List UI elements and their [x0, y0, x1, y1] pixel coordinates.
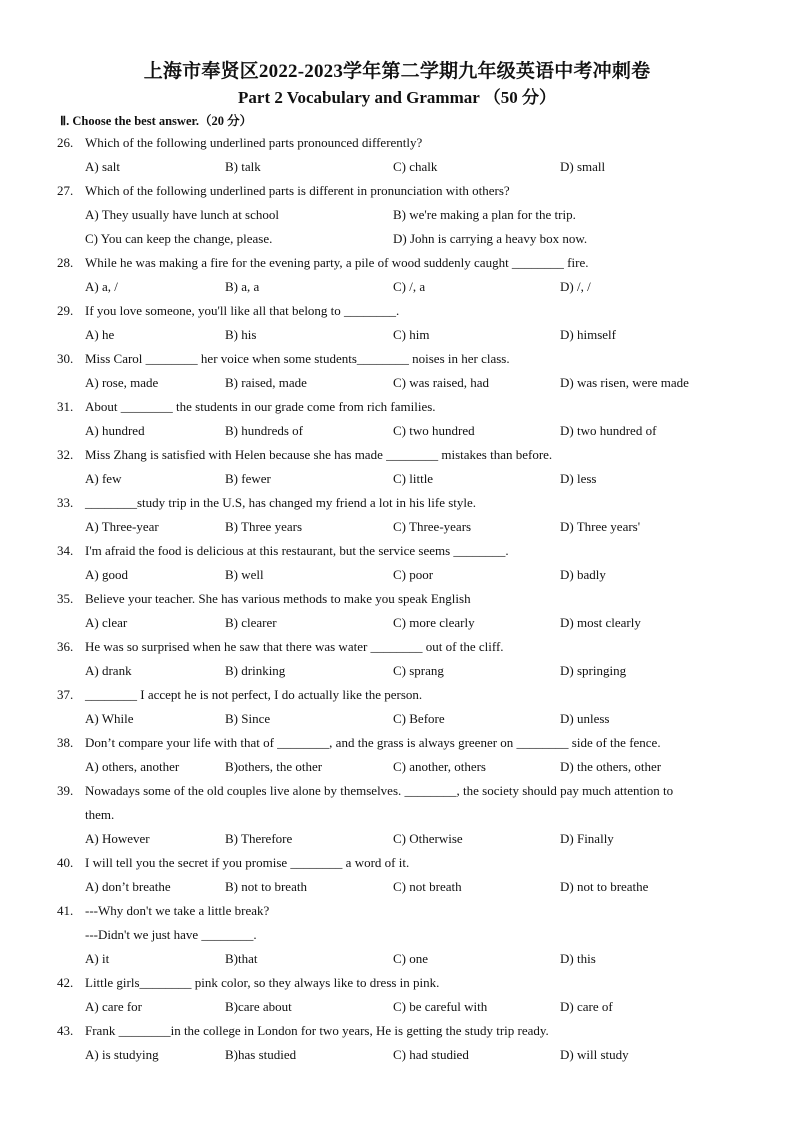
option-choice: C) more clearly — [393, 615, 475, 630]
option-choice: B)care about — [225, 999, 292, 1014]
options-row — [57, 611, 737, 635]
question-stem — [57, 731, 737, 755]
option-choice: D) less — [560, 471, 597, 486]
option-choice: A) it — [85, 951, 110, 966]
question-text: Miss Zhang is satisfied with Helen because she has made ________ mistakes than before. — [85, 447, 553, 462]
options-row — [57, 707, 737, 731]
page-title: 上海市奉贤区2022-2023学年第二学期九年级英语中考冲刺卷 — [143, 61, 651, 82]
option-choice: A) don’t breathe — [85, 879, 171, 894]
option-choice: A) hundred — [85, 423, 145, 438]
option-choice: C) be careful with — [393, 999, 488, 1014]
question-stem — [57, 899, 737, 923]
option-choice: A) rose, made — [85, 375, 159, 390]
option-choice: D) springing — [560, 663, 627, 678]
option-choice: D) care of — [560, 999, 613, 1014]
question-stem — [57, 347, 737, 371]
question-stem — [57, 635, 737, 659]
option-choice: B) we're making a plan for the trip. — [393, 207, 576, 222]
question-list — [57, 131, 737, 1067]
option-choice: B) not to breath — [225, 879, 307, 894]
option-choice: C) was raised, had — [393, 375, 490, 390]
question-number: 32. — [57, 447, 74, 462]
question-text: About ________ the students in our grade come from rich families. — [85, 399, 436, 414]
question-stem — [57, 683, 737, 707]
option-choice: B) clearer — [225, 615, 277, 630]
option-choice: D) himself — [560, 327, 616, 342]
question-stem — [57, 491, 737, 515]
question-text: He was so surprised when he saw that there was water ________ out of the cliff. — [85, 639, 504, 654]
option-choice: B) raised, made — [225, 375, 307, 390]
question-stem — [57, 971, 737, 995]
options-row — [57, 371, 737, 395]
option-choice: B) his — [225, 327, 257, 342]
option-choice: D) was risen, were made — [560, 375, 689, 390]
options-row — [57, 227, 737, 251]
option-choice: C) Otherwise — [393, 831, 463, 846]
question-text: ---Why don't we take a little break? — [85, 903, 270, 918]
options-row — [57, 203, 737, 227]
option-choice: B)that — [225, 951, 258, 966]
question-stem — [57, 299, 737, 323]
option-choice: B) hundreds of — [225, 423, 303, 438]
option-choice: C) not breath — [393, 879, 462, 894]
option-choice: B) Since — [225, 711, 271, 726]
question-text: ________ I accept he is not perfect, I do actually like the person. — [85, 687, 423, 702]
option-choice: C) Before — [393, 711, 445, 726]
question-stem — [57, 395, 737, 419]
option-choice: D) Three years' — [560, 519, 641, 534]
option-choice: C) had studied — [393, 1047, 469, 1062]
option-choice: A) They usually have lunch at school — [85, 207, 279, 222]
option-choice: B) Three years — [225, 519, 303, 534]
options-row — [57, 755, 737, 779]
question-stem — [57, 539, 737, 563]
option-choice: C) poor — [393, 567, 434, 582]
option-choice: C) You can keep the change, please. — [85, 231, 273, 246]
question-stem — [57, 251, 737, 275]
option-choice: A) is studying — [85, 1047, 159, 1062]
options-row — [57, 275, 737, 299]
option-choice: C) sprang — [393, 663, 444, 678]
options-row — [57, 875, 737, 899]
question-number: 39. — [57, 783, 74, 798]
question-stem — [57, 851, 737, 875]
option-choice: D) small — [560, 159, 606, 174]
options-row — [57, 155, 737, 179]
option-choice: D) this — [560, 951, 596, 966]
options-row — [57, 515, 737, 539]
question-stem — [57, 131, 737, 155]
options-row — [57, 659, 737, 683]
question-text: ________study trip in the U.S, has changed my friend a lot in his life style. — [85, 495, 477, 510]
options-row — [57, 419, 737, 443]
option-choice: B)others, the other — [225, 759, 323, 774]
option-choice: A) drank — [85, 663, 132, 678]
options-row — [57, 467, 737, 491]
option-choice: C) Three-years — [393, 519, 472, 534]
question-text: Miss Carol ________ her voice when some students________ noises in her class. — [85, 351, 510, 366]
question-number: 26. — [57, 135, 74, 150]
question-stem — [57, 443, 737, 467]
question-text: Don’t compare your life with that of ________, and the grass is always greener on ________ side of the fence. — [85, 735, 661, 750]
option-choice: D) most clearly — [560, 615, 641, 630]
option-choice: A) However — [85, 831, 150, 846]
option-choice: D) John is carrying a heavy box now. — [393, 231, 588, 246]
option-choice: C) little — [393, 471, 434, 486]
question-text: ---Didn't we just have ________. — [85, 927, 257, 942]
question-number: 31. — [57, 399, 74, 414]
question-number: 35. — [57, 591, 74, 606]
option-choice: B) Therefore — [225, 831, 293, 846]
question-stem — [57, 1019, 737, 1043]
question-number: 27. — [57, 183, 74, 198]
option-choice: C) him — [393, 327, 430, 342]
options-row — [57, 827, 737, 851]
question-text: Nowadays some of the old couples live alone by themselves. ________, the society should pay much attention to — [85, 783, 674, 798]
option-choice: D) two hundred of — [560, 423, 657, 438]
question-stem — [57, 923, 737, 947]
option-choice: B) fewer — [225, 471, 271, 486]
option-choice: C) /, a — [393, 279, 426, 294]
question-text: While he was making a fire for the evening party, a pile of wood suddenly caught ________ fire. — [85, 255, 589, 270]
option-choice: C) one — [393, 951, 429, 966]
question-text: Frank ________in the college in London for two years, He is getting the study trip ready. — [85, 1023, 549, 1038]
question-number: 43. — [57, 1023, 74, 1038]
options-row — [57, 1043, 737, 1067]
question-stem — [57, 179, 737, 203]
question-number: 37. — [57, 687, 74, 702]
question-text: Which of the following underlined parts is different in pronunciation with others? — [85, 183, 510, 198]
option-choice: B) a, a — [225, 279, 260, 294]
question-number: 38. — [57, 735, 74, 750]
question-text: Believe your teacher. She has various methods to make you speak English — [85, 591, 471, 606]
question-number: 36. — [57, 639, 74, 654]
question-text: them. — [85, 807, 115, 822]
option-choice: D) unless — [560, 711, 610, 726]
options-row — [57, 563, 737, 587]
option-choice: D) not to breathe — [560, 879, 649, 894]
page-subtitle: Part 2 Vocabulary and Grammar （50 分） — [238, 88, 556, 107]
option-choice: B) talk — [225, 159, 261, 174]
option-choice: B)has studied — [225, 1047, 297, 1062]
question-text: Which of the following underlined parts pronounced differently? — [85, 135, 423, 150]
option-choice: D) the others, other — [560, 759, 662, 774]
question-text: I'm afraid the food is delicious at this restaurant, but the service seems ________. — [85, 543, 509, 558]
question-stem — [57, 803, 737, 827]
option-choice: A) he — [85, 327, 115, 342]
option-choice: B) well — [225, 567, 264, 582]
option-choice: A) salt — [85, 159, 121, 174]
option-choice: D) /, / — [560, 279, 591, 294]
option-choice: D) Finally — [560, 831, 614, 846]
option-choice: D) badly — [560, 567, 606, 582]
question-number: 34. — [57, 543, 74, 558]
question-number: 30. — [57, 351, 74, 366]
question-number: 29. — [57, 303, 74, 318]
option-choice: D) will study — [560, 1047, 629, 1062]
option-choice: C) another, others — [393, 759, 486, 774]
option-choice: C) chalk — [393, 159, 438, 174]
question-text: If you love someone, you'll like all that belong to ________. — [85, 303, 400, 318]
option-choice: A) a, / — [85, 279, 118, 294]
option-choice: A) others, another — [85, 759, 180, 774]
question-number: 41. — [57, 903, 74, 918]
option-choice: A) Three-year — [85, 519, 159, 534]
option-choice: B) drinking — [225, 663, 286, 678]
question-number: 33. — [57, 495, 74, 510]
question-text: I will tell you the secret if you promise ________ a word of it. — [85, 855, 410, 870]
question-number: 42. — [57, 975, 74, 990]
question-number: 28. — [57, 255, 74, 270]
question-text: Little girls________ pink color, so they always like to dress in pink. — [85, 975, 440, 990]
options-row — [57, 995, 737, 1019]
options-row — [57, 947, 737, 971]
option-choice: A) few — [85, 471, 122, 486]
question-number: 40. — [57, 855, 74, 870]
section-heading: Ⅱ. Choose the best answer.（20 分） — [60, 114, 253, 128]
option-choice: A) While — [85, 711, 134, 726]
option-choice: A) care for — [85, 999, 143, 1014]
option-choice: A) clear — [85, 615, 128, 630]
question-stem — [57, 779, 737, 803]
option-choice: C) two hundred — [393, 423, 475, 438]
option-choice: A) good — [85, 567, 128, 582]
question-stem — [57, 587, 737, 611]
options-row — [57, 323, 737, 347]
